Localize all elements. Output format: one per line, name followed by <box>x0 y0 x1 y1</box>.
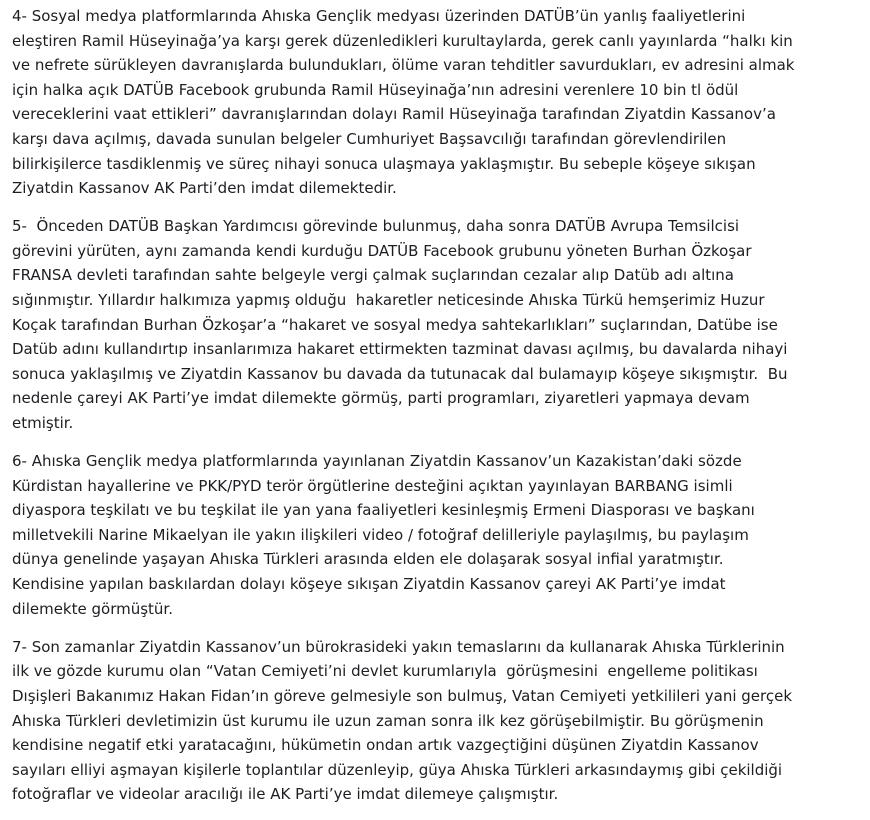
text-line: Datüb adını kullandırtıp insanlarımıza hakaret ettirmekten tazminat davası açılmış, bu davalarda nihayi <box>12 340 788 359</box>
text-line: karşı dava açılmış, davada sunulan belgeler Cumhuriyet Başsavcılığı tarafından görevlendirilen <box>12 129 727 148</box>
text-line: eleştiren Ramil Hüseyinağa’ya karşı gerek düzenledikleri kurultaylarda, gerek canlı yayınlarda “halkı kin <box>12 31 793 50</box>
text-line: sığınmıştır. Yıllardır halkımıza yapmış olduğu hakaretler neticesinde Ahıska Türkü hemşerimiz Huzur <box>12 291 765 310</box>
text-line: 5- Önceden DATÜB Başkan Yardımcısı görevinde bulunmuş, daha sonra DATÜB Avrupa Temsilcisi <box>12 217 740 236</box>
text-line: vereceklerini vaat ettikleri” davranışlarından dolayı Ramil Hüseyinağa tarafından Ziyatdin Kassanov’a <box>12 105 776 124</box>
text-line: görevini yürüten, aynı zamanda kendi kurduğu DATÜB Facebook grubunu yöneten Burhan Özkoşar <box>12 241 752 260</box>
text-line: 6- Ahıska Gençlik medya platformlarında yayınlanan Ziyatdin Kassanov’un Kazakistan’daki sözde <box>12 452 742 471</box>
text-line: için halka açık DATÜB Facebook grubunda Ramil Hüseyinağa’nın adresini verenlere 10 bin tl ödül <box>12 80 739 99</box>
text-line: fotoğraflar ve videolar aracılığı ile AK Parti’ye imdat dilemeye çalışmıştır. <box>12 785 559 804</box>
text-line: dilemekte görmüştür. <box>12 599 173 618</box>
text-line: 7- Son zamanlar Ziyatdin Kassanov’un bürokrasideki yakın temaslarını da kullanarak Ahıska Türklerinin <box>12 637 785 656</box>
text-line: 4- Sosyal medya platformlarında Ahıska Gençlik medyası üzerinden DATÜB’ün yanlış faaliyetlerini <box>12 7 746 25</box>
document-body <box>12 4 864 820</box>
text-line: Kürdistan hayallerine ve PKK/PYD terör örgütlerine desteğini açıktan yayınlayan BARBANG isimli <box>12 476 733 495</box>
text-line: kendisine negatif etki yaratacağını, hükümetin ondan artık vazgeçtiğini düşünen Ziyatdin Kassanov <box>12 736 759 755</box>
text-line: ilk ve gözde kurumu olan “Vatan Cemiyeti’ni devlet kurumlarıyla görüşmesini engelleme politikası <box>12 662 758 681</box>
text-line: etmiştir. <box>12 414 74 432</box>
text-line: Kendisine yapılan baskılardan dolayı köşeye sıkışan Ziyatdin Kassanov çareyi AK Parti’ye imdat <box>12 575 726 594</box>
text-line: Ahıska Türkleri devletimizin üst kurumu ile uzun zaman sonra ilk kez görüşebilmiştir. Bu görüşmenin <box>12 711 764 730</box>
text-line: diyaspora teşkilatı ve bu teşkilat ile yan yana faaliyetleri kesinleşmiş Ermeni Diasporası ve başkanı <box>12 501 755 520</box>
text-line: nedenle çareyi AK Parti’ye imdat dilemekte görmüş, parti programları, ziyaretleri yapmaya devam <box>12 389 750 408</box>
text-line: Koçak tarafından Burhan Özkoşar’a “hakaret ve sosyal medya sahtekarlıkları” suçlarından, Datübe ise <box>12 315 778 334</box>
text-line: dünya genelinde yaşayan Ahıska Türkleri arasında elden ele dolaşarak sosyal infial yaratmıştır. <box>12 550 724 569</box>
text-line: milletvekili Narine Mikaelyan ile yakın ilişkileri video / fotoğraf delilleriyle paylaşılmış, bu paylaşım <box>12 525 749 544</box>
text-line: sonuca yaklaşılmış ve Ziyatdin Kassanov bu davada da tutunacak dal bulamayıp köşeye sıkışmıştır. Bu <box>12 364 788 383</box>
text-line: FRANSA devleti tarafından sahte belgeyle vergi çalmak suçlarından cezalar alıp Datüb adı altına <box>12 266 734 285</box>
paragraph-6 <box>12 449 864 621</box>
text-line: sayıları elliyi aşmayan kişilerle toplantılar düzenleyip, güya Ahıska Türkleri arkasındaymış gibi çekildiği <box>12 760 783 779</box>
paragraph-4 <box>12 4 864 201</box>
text-line: ve nefrete sürükleyen davranışlarda bulundukları, ölüme varan tehditler savurdukları, ev adresini almak <box>12 56 795 75</box>
paragraph-5 <box>12 214 864 435</box>
text-line: bilirkişilerce tasdiklenmiş ve süreç nihayi sonuca ulaşmaya yaklaşmıştır. Bu sebeple köşeye sıkışan <box>12 154 756 173</box>
paragraph-7 <box>12 635 864 807</box>
text-line: Dışişleri Bakanımız Hakan Fidan’ın göreve gelmesiyle son bulmuş, Vatan Cemiyeti yetkilileri yani gerçek <box>12 686 793 705</box>
text-line: Ziyatdin Kassanov AK Parti’den imdat dilemektedir. <box>12 179 397 198</box>
